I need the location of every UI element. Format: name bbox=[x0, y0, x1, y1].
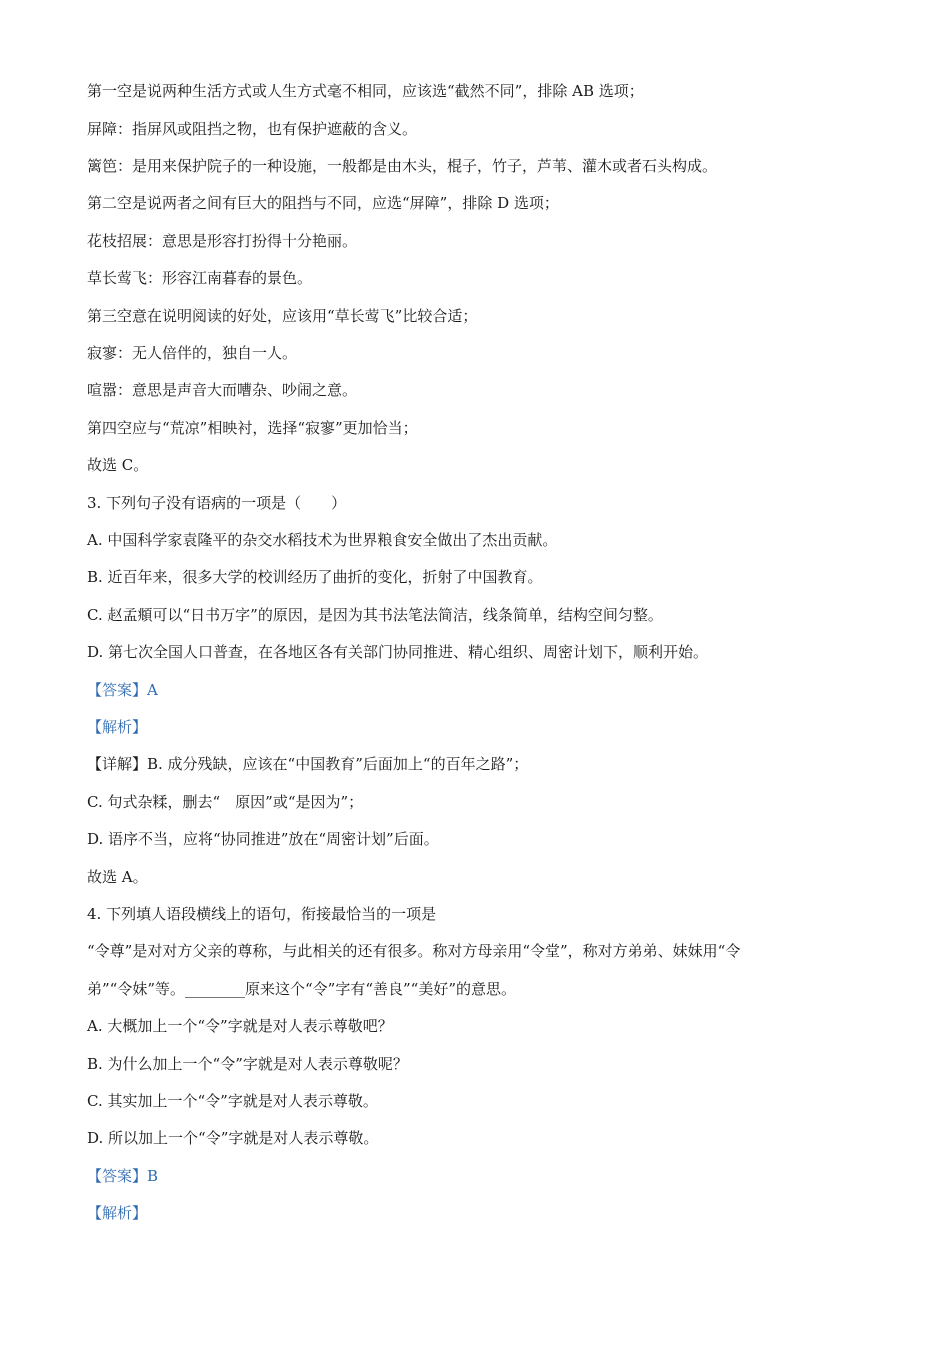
q3-stem: 3. 下列句子没有语病的一项是（ ） bbox=[87, 494, 347, 512]
q3-option-a: A. 中国科学家袁隆平的杂交水稻技术为世界粮食安全做出了杰出贡献。 bbox=[87, 531, 558, 549]
q3-option-d: D. 第七次全国人口普查，在各地区各有关部门协同推进、精心组织、周密计划下，顺利开始。 bbox=[87, 643, 709, 661]
q4-passage-line2: 弟”“令妹”等。________原来这个“令”字有“善良”“美好”的意思。 bbox=[87, 980, 517, 998]
q4-passage-line1: “令尊”是对对方父亲的尊称，与此相关的还有很多。称对方母亲用“令堂”，称对方弟弟、妹妹用“令 bbox=[87, 942, 741, 960]
q3-answer-tag: 【答案】A bbox=[87, 681, 158, 699]
q3-detail-d: D. 语序不当，应将“协同推进”放在“周密计划”后面。 bbox=[87, 830, 439, 848]
definition-liba: 篱笆：是用来保护院子的一种设施，一般都是由木头，棍子，竹子，芦苇、灌木或者石头构成。 bbox=[87, 157, 718, 175]
analysis-blank1-conclusion: 第一空是说两种生活方式或人生方式毫不相同，应该选“截然不同”，排除 AB 选项； bbox=[87, 82, 644, 100]
analysis-blank4-conclusion: 第四空应与“荒凉”相映衬，选择“寂寥”更加恰当； bbox=[87, 419, 418, 437]
q4-option-d: D. 所以加上一个“令”字就是对人表示尊敬。 bbox=[87, 1129, 379, 1147]
q3-detail-b: 【详解】B. 成分残缺，应该在“中国教育”后面加上“的百年之路”； bbox=[87, 755, 529, 773]
definition-jiliao: 寂寥：无人倍伴的，独自一人。 bbox=[87, 344, 298, 362]
q3-option-c: C. 赵孟頫可以“日书万字”的原因，是因为其书法笔法简洁，线条简单，结构空间匀整。 bbox=[87, 606, 663, 624]
analysis-blank3-conclusion: 第三空意在说明阅读的好处，应该用“草长莺飞”比较合适； bbox=[87, 307, 478, 325]
q4-stem: 4. 下列填人语段横线上的语句，衔接最恰当的一项是 bbox=[87, 905, 437, 923]
q4-option-c: C. 其实加上一个“令”字就是对人表示尊敬。 bbox=[87, 1092, 378, 1110]
definition-huazhizhaozhan: 花枝招展：意思是形容打扮得十分艳丽。 bbox=[87, 232, 358, 250]
q3-analysis-tag: 【解析】 bbox=[87, 718, 148, 736]
q4-option-a: A. 大概加上一个“令”字就是对人表示尊敬吧？ bbox=[87, 1017, 393, 1035]
definition-xuanxiao: 喧嚣：意思是声音大而嘈杂、吵闹之意。 bbox=[87, 381, 358, 399]
q4-analysis-tag: 【解析】 bbox=[87, 1204, 148, 1222]
q2-final-choice: 故选 C。 bbox=[87, 456, 149, 474]
analysis-blank2-conclusion: 第二空是说两者之间有巨大的阻挡与不同，应选“屏障”，排除 D 选项； bbox=[87, 194, 559, 212]
definition-caozhangyingfei: 草长莺飞：形容江南暮春的景色。 bbox=[87, 269, 313, 287]
q3-option-b: B. 近百年来，很多大学的校训经历了曲折的变化，折射了中国教育。 bbox=[87, 568, 543, 586]
q4-option-b: B. 为什么加上一个“令”字就是对人表示尊敬呢？ bbox=[87, 1055, 408, 1073]
definition-pingzhang: 屏障：指屏风或阻挡之物，也有保护遮蔽的含义。 bbox=[87, 120, 418, 138]
q3-detail-c: C. 句式杂糅，删去“ 原因”或“是因为”； bbox=[87, 793, 364, 811]
q4-answer-tag: 【答案】B bbox=[87, 1167, 159, 1185]
q3-final-choice: 故选 A。 bbox=[87, 868, 148, 886]
